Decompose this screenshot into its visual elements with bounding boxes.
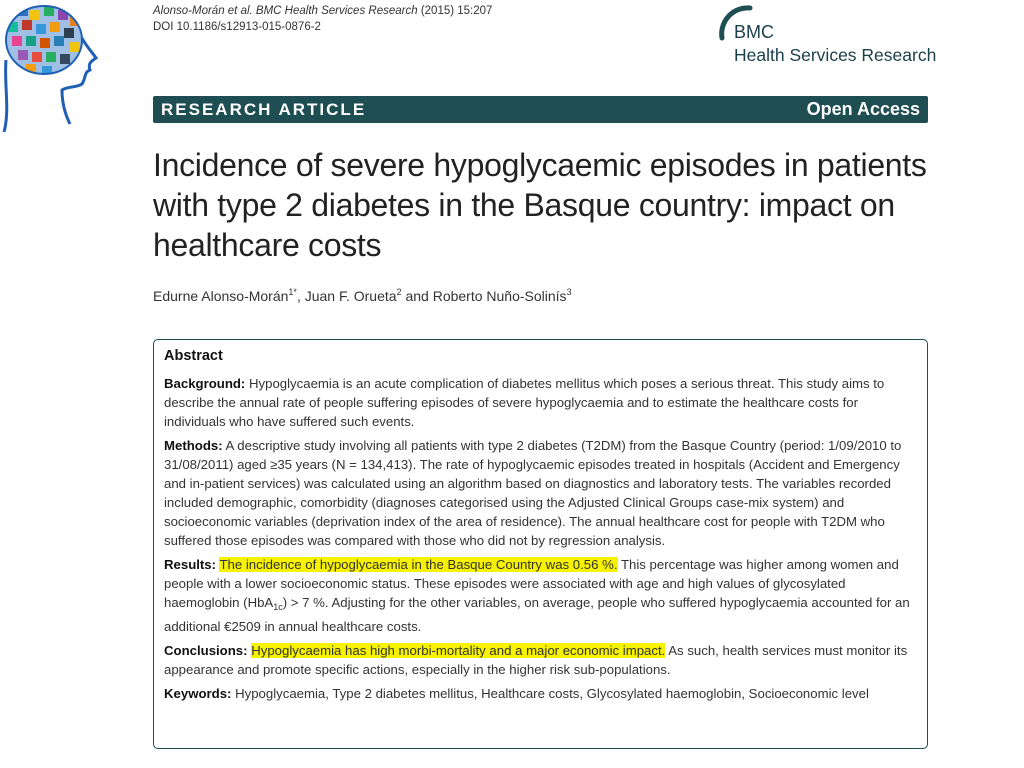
open-access-label: Open Access xyxy=(806,99,920,119)
article-type: RESEARCH ARTICLE xyxy=(161,99,367,119)
section-text: As such, health services must monitor its appearance and promote specific actions, especially in the higher risk sub-populations. xyxy=(164,643,908,677)
citation-year-volume: (2015) 15:207 xyxy=(420,5,493,17)
section-label: Background: xyxy=(164,376,246,391)
author-affiliation: 3 xyxy=(566,287,572,297)
article-title: Incidence of severe hypoglycaemic episodes in patients with type 2 diabetes in the Basque country: impact on healthcare costs xyxy=(153,147,927,263)
abstract-box xyxy=(153,339,928,749)
author-affiliation: 1* xyxy=(288,287,297,297)
author-list xyxy=(153,287,572,304)
citation-authors: Alonso-Morán et al. xyxy=(153,5,253,17)
section-text: This percentage was higher among women and people with a lower socioeconomic status. These episodes were associated with age and high values of glycosylated haemoglobin (HbA xyxy=(164,557,899,610)
section-label: Methods: xyxy=(164,438,223,453)
publisher-name: BMC xyxy=(734,22,774,42)
article-type-banner xyxy=(153,96,928,123)
abstract-keywords xyxy=(164,684,917,703)
highlighted-text: Hypoglycaemia has high morbi-mortality and a major economic impact. xyxy=(251,643,666,658)
abstract-background xyxy=(164,374,917,431)
section-label: Results: xyxy=(164,557,217,572)
author-affiliation: 2 xyxy=(396,287,402,297)
abstract-heading: Abstract xyxy=(164,348,223,364)
abstract-conclusions xyxy=(164,641,917,679)
brain-head-logo xyxy=(0,0,100,135)
section-text: Hypoglycaemia is an acute complication of diabetes mellitus which poses a serious threat. This study aims to describe the annual rate of people suffering episodes of severe hypoglycaemia and to estimate the healthcare costs for individuals who have suffered such events. xyxy=(164,376,885,429)
author-name[interactable]: Roberto Nuño-Solinís xyxy=(432,288,567,304)
publisher-logo[interactable] xyxy=(716,2,937,68)
citation-line xyxy=(153,3,492,19)
author-separator: and xyxy=(401,288,433,304)
section-text: ) > 7 %. Adjusting for the other variables, on average, people who suffered hypoglycaemia accounted for an additional €2509 in annual healthcare costs. xyxy=(164,595,910,634)
section-text: Hypoglycaemia, Type 2 diabetes mellitus, Healthcare costs, Glycosylated haemoglobin, Socioeconomic level xyxy=(231,686,869,701)
abstract-results xyxy=(164,555,917,636)
publisher-journal: Health Services Research xyxy=(734,45,937,65)
section-text: A descriptive study involving all patients with type 2 diabetes (T2DM) from the Basque Country (period: 1/09/2010 to 31/08/2011) aged ≥35 years (N = 134,413). The rate of hypoglycaemic episodes treated in hospitals (Accident and Emergency and in-patient services) was calculated using an algorithm based on diagnostics and laboratory tests. The variables recorded included demographic, comorbidity (diagnoses categorised using the Adjusted Clinical Groups case-mix system) and socioeconomic variables (deprivation index of the area of residence). The annual healthcare cost for people with T2DM who suffered those episodes was compared with those who did not by regression analysis. xyxy=(164,438,902,548)
author-separator: , xyxy=(296,288,305,304)
author-name[interactable]: Juan F. Orueta xyxy=(304,288,397,304)
abstract-methods xyxy=(164,436,917,550)
citation-doi[interactable]: DOI 10.1186/s12913-015-0876-2 xyxy=(153,21,321,33)
citation-journal: BMC Health Services Research xyxy=(255,5,418,17)
author-name[interactable]: Edurne Alonso-Morán xyxy=(153,288,289,304)
citation-block xyxy=(153,3,492,35)
subscript: 1c xyxy=(273,602,283,612)
highlighted-text: The incidence of hypoglycaemia in the Basque Country was 0.56 %. xyxy=(219,557,618,572)
section-label: Keywords: xyxy=(164,686,232,701)
section-label: Conclusions: xyxy=(164,643,248,658)
